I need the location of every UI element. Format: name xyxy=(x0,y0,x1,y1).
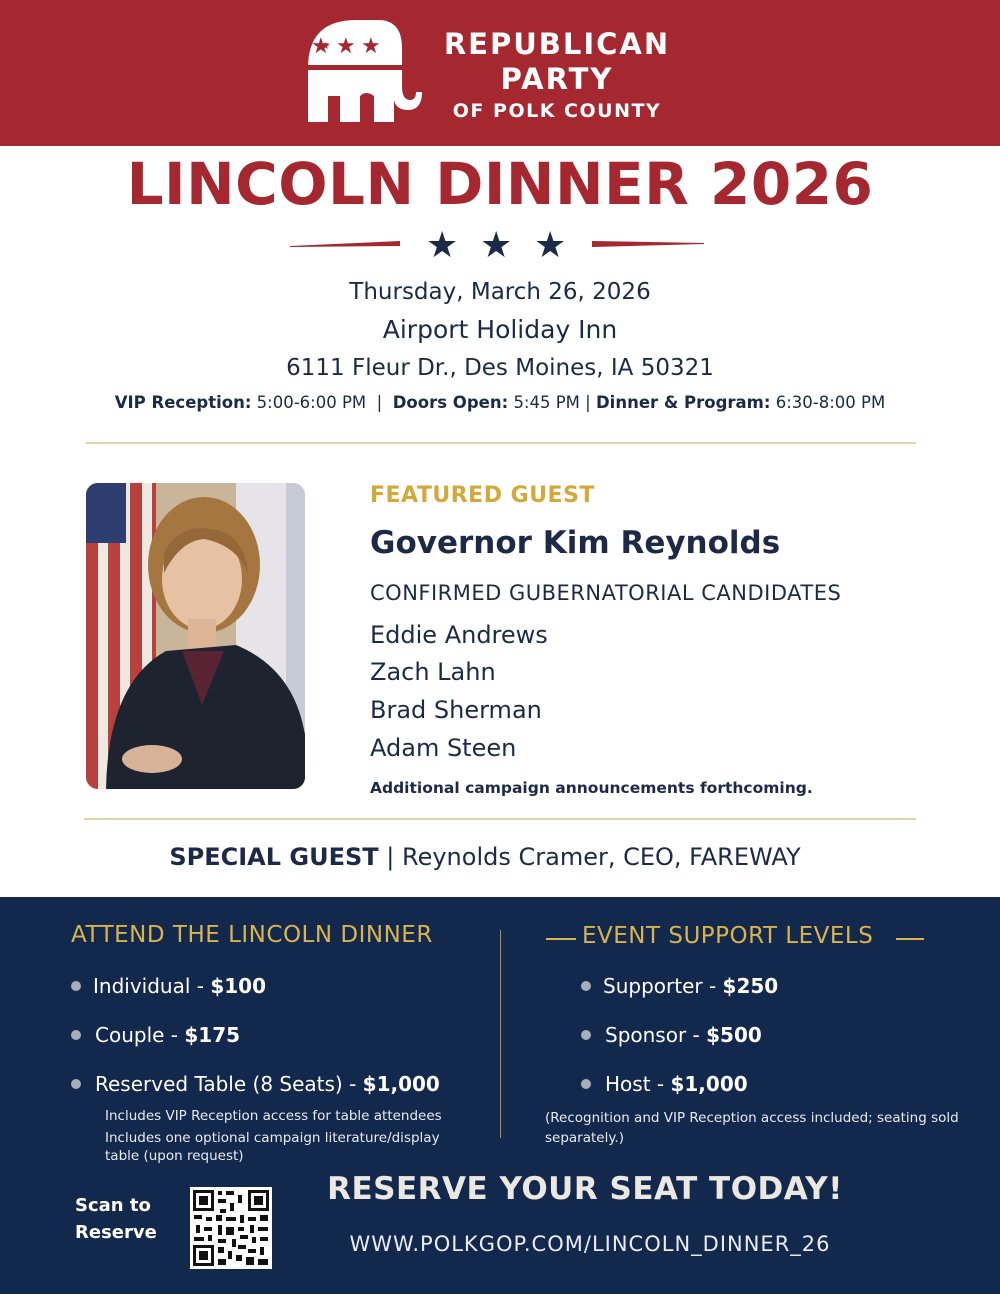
candidates-heading: CONFIRMED GUBERNATORIAL CANDIDATES xyxy=(370,581,842,605)
vip-time: 5:00-6:00 PM xyxy=(256,393,367,412)
svg-text:★: ★ xyxy=(480,225,513,264)
support-item-label: Host - xyxy=(605,1072,671,1096)
svg-text:★: ★ xyxy=(361,34,381,59)
support-item-price: $1,000 xyxy=(670,1072,748,1096)
scan-line-2: Reserve xyxy=(75,1222,157,1243)
bullet-icon xyxy=(581,1079,591,1089)
svg-text:★: ★ xyxy=(426,225,459,264)
bullet-icon xyxy=(71,1079,81,1089)
attend-item-table xyxy=(95,1072,440,1096)
reserve-url-link[interactable]: WWW.POLKGOP.COM/LINCOLN_DINNER_26 xyxy=(349,1232,831,1256)
doors-time: 5:45 PM xyxy=(513,393,580,412)
event-date: Thursday, March 26, 2026 xyxy=(349,279,651,305)
svg-text:★: ★ xyxy=(311,34,331,59)
support-item-supporter xyxy=(603,974,778,998)
table-note-1: Includes VIP Reception access for table attendees xyxy=(105,1108,442,1124)
attend-item-price: $100 xyxy=(210,974,267,998)
elephant-logo-icon xyxy=(300,18,422,124)
candidate-item: Brad Sherman xyxy=(370,696,542,724)
org-line-2: PARTY xyxy=(500,62,614,96)
featured-label: FEATURED GUEST xyxy=(370,483,595,508)
attend-item-couple xyxy=(95,1023,240,1047)
attend-title: ATTEND THE LINCOLN DINNER xyxy=(71,922,433,948)
scan-line-1: Scan to xyxy=(75,1195,151,1216)
divider-bottom xyxy=(84,818,916,820)
org-line-3: OF POLK COUNTY xyxy=(452,100,662,122)
candidate-item: Adam Steen xyxy=(370,734,517,762)
attend-item-price: $175 xyxy=(184,1023,241,1047)
support-item-host xyxy=(605,1072,748,1096)
bullet-icon xyxy=(581,981,591,991)
attend-item-label: Couple - xyxy=(95,1023,185,1047)
title-rule-right xyxy=(896,938,924,940)
divider-top xyxy=(86,442,916,444)
star-divider xyxy=(290,224,710,264)
support-item-price: $500 xyxy=(706,1023,762,1047)
qr-code-icon[interactable] xyxy=(190,1187,272,1269)
featured-guest-photo xyxy=(86,483,305,789)
special-text: Reynolds Cramer, CEO, FAREWAY xyxy=(401,843,801,871)
featured-note: Additional campaign announcements forthcoming. xyxy=(370,779,813,797)
vip-label: VIP Reception: xyxy=(114,393,252,412)
candidate-item: Eddie Andrews xyxy=(370,621,548,649)
title-rule-left xyxy=(546,938,576,940)
candidate-item: Zach Lahn xyxy=(370,658,496,686)
attend-item-individual xyxy=(93,974,266,998)
svg-text:★: ★ xyxy=(534,225,567,264)
support-item-price: $250 xyxy=(722,974,779,998)
attend-item-price: $1,000 xyxy=(362,1072,440,1096)
featured-name: Governor Kim Reynolds xyxy=(370,525,781,561)
org-name xyxy=(432,26,682,126)
table-note-2: Includes one optional campaign literature/display table (upon request) xyxy=(105,1130,440,1164)
event-title: LINCOLN DINNER 2026 xyxy=(126,150,874,218)
support-item-label: Supporter - xyxy=(603,974,723,998)
attend-item-label: Individual - xyxy=(93,974,211,998)
special-guest: SPECIAL GUEST | Reynolds Cramer, CEO, FAREWAY xyxy=(169,843,801,871)
bullet-icon xyxy=(71,1030,81,1040)
attend-item-label: Reserved Table (8 Seats) - xyxy=(95,1072,363,1096)
support-item-sponsor xyxy=(605,1023,762,1047)
column-divider xyxy=(500,930,501,1138)
special-label: SPECIAL GUEST xyxy=(169,843,379,871)
event-schedule: VIP Reception: 5:00-6:00 PM | Doors Open: 5:45 PM | Dinner & Program: 6:30-8:00 PM xyxy=(114,393,886,412)
doors-label: Doors Open: xyxy=(392,393,509,412)
bullet-icon xyxy=(581,1030,591,1040)
dinner-label: Dinner & Program: xyxy=(595,393,771,412)
support-title: EVENT SUPPORT LEVELS xyxy=(582,923,874,949)
support-item-label: Sponsor - xyxy=(605,1023,707,1047)
dinner-time: 6:30-8:00 PM xyxy=(775,393,886,412)
org-line-1: REPUBLICAN xyxy=(443,27,671,61)
support-note: (Recognition and VIP Reception access included; seating sold separately.) xyxy=(545,1110,959,1146)
event-venue: Airport Holiday Inn xyxy=(382,315,618,344)
svg-text:★: ★ xyxy=(336,34,356,59)
scan-to-reserve xyxy=(75,1192,157,1246)
bullet-icon xyxy=(71,981,81,991)
header-banner xyxy=(0,0,1000,146)
event-address: 6111 Fleur Dr., Des Moines, IA 50321 xyxy=(286,355,714,381)
reserve-cta: RESERVE YOUR SEAT TODAY! xyxy=(327,1171,843,1207)
